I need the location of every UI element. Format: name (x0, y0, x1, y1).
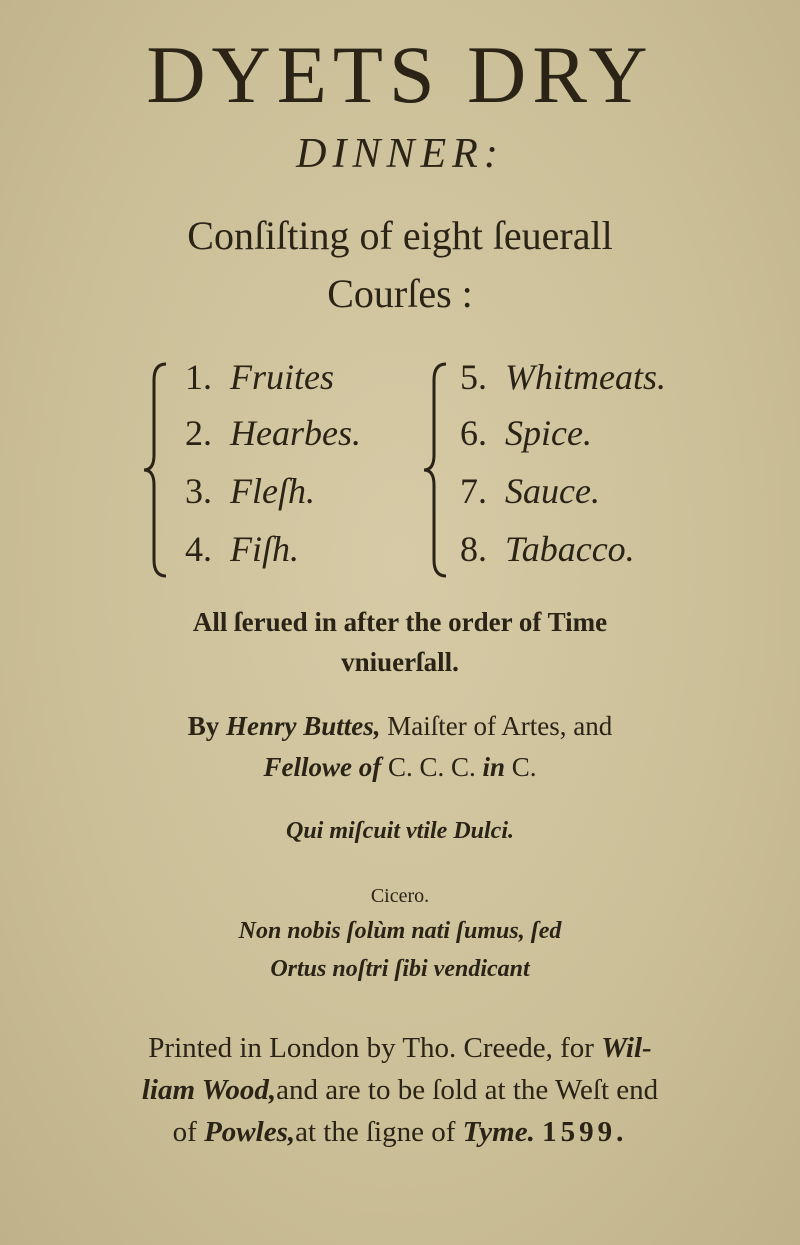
course-number: 5. (460, 357, 487, 397)
imprint-sign: Tyme. (462, 1116, 535, 1148)
course-item (185, 412, 361, 454)
imprint-publisher: Wil- (601, 1032, 652, 1064)
course-number: 4. (185, 529, 212, 569)
course-name: Fiſh. (230, 529, 299, 569)
college: C. C. C. (387, 752, 476, 782)
course-item (185, 470, 315, 512)
author-name: Henry Buttes, (226, 711, 381, 741)
book-title: DYETS DRY (146, 29, 654, 120)
motto: Qui miſcuit vtile Dulci. (286, 818, 514, 844)
intro-line-1: Conſiſting of eight ſeuerall (187, 213, 613, 258)
course-name: Fleſh. (230, 471, 315, 511)
imprint-text: at the ſigne of (295, 1116, 456, 1148)
course-number: 2. (185, 413, 212, 453)
imprint-text: of (172, 1116, 197, 1148)
book-subtitle: DINNER: (296, 131, 504, 177)
imprint-year: 1599. (542, 1116, 628, 1148)
author-degree: Maiſter of Artes, and (387, 711, 613, 741)
course-item (185, 528, 299, 570)
course-item (460, 412, 592, 454)
course-number: 8. (460, 529, 487, 569)
course-name: Hearbes. (230, 413, 361, 453)
served-line-1: All ſerued in after the order of Time (192, 607, 608, 637)
imprint-text: Printed in London by Tho. Creede, for (148, 1032, 594, 1064)
course-item (460, 528, 635, 570)
quote-source: Cicero. (370, 885, 430, 907)
imprint-place: Powles, (204, 1116, 296, 1148)
imprint-text: and are to be ſold at the Weſt end (276, 1074, 659, 1106)
course-number: 7. (460, 471, 487, 511)
intro-line-2: Courſes : (327, 271, 473, 316)
course-number: 6. (460, 413, 487, 453)
course-name: Whitmeats. (505, 357, 666, 397)
place: C. (511, 752, 537, 782)
left-brace (140, 360, 170, 580)
imprint-line-1 (0, 1032, 800, 1065)
course-name: Spice. (505, 413, 592, 453)
author-line-1 (0, 711, 800, 742)
fellow-label: Fellowe of (263, 752, 382, 782)
course-item (460, 470, 600, 512)
imprint-line-3 (0, 1116, 800, 1149)
course-item (185, 356, 334, 398)
course-name: Sauce. (505, 471, 600, 511)
course-number: 1. (185, 357, 212, 397)
course-name: Tabacco. (505, 529, 635, 569)
in-label: in (482, 752, 506, 782)
course-item (460, 356, 666, 398)
imprint-publisher: liam Wood, (141, 1074, 277, 1106)
course-number: 3. (185, 471, 212, 511)
right-brace (420, 360, 450, 580)
author-line-2 (0, 752, 800, 783)
imprint-line-2 (0, 1074, 800, 1107)
quote-line-2: Ortus noſtri ſibi vendicant (270, 956, 530, 982)
by-label: By (187, 711, 220, 741)
course-name: Fruites (230, 357, 334, 397)
served-line-2: vniuerſall. (341, 647, 459, 677)
quote-line-1: Non nobis ſolùm nati ſumus, ſed (238, 918, 562, 944)
